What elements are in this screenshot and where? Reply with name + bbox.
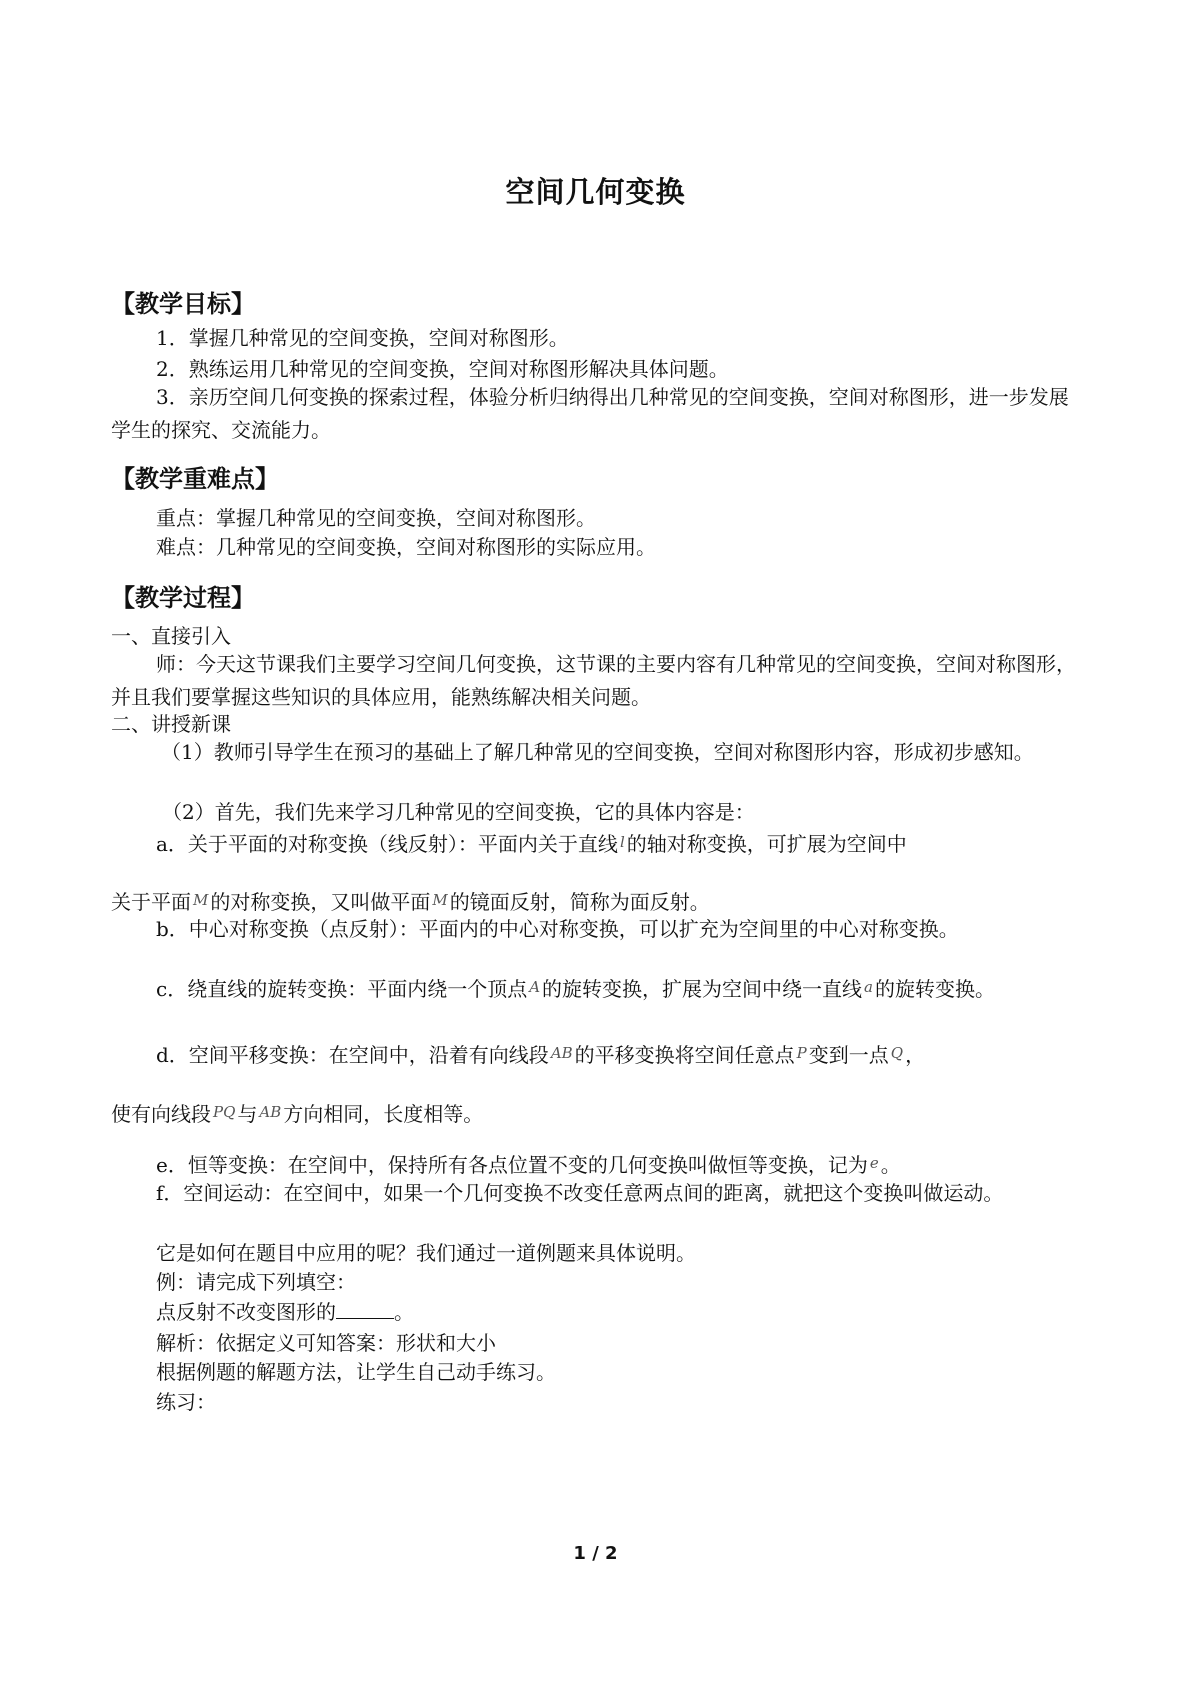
question-intro: 它是如何在题目中应用的呢？我们通过一道例题来具体说明。 bbox=[156, 1241, 696, 1265]
practice-label: 练习： bbox=[156, 1390, 216, 1414]
page-number: 1 / 2 bbox=[573, 1543, 618, 1564]
math-var-AB: AB bbox=[259, 1103, 282, 1121]
item-a-line1: a．关于平面的对称变换（线反射）：平面内关于直线 $^l$ 的轴对称变换，可扩展为空间中 bbox=[156, 832, 907, 856]
key-point-item: 重点：掌握几种常见的空间变换，空间对称图形。 bbox=[156, 506, 596, 530]
goal-item-3: 3．亲历空间几何变换的探索过程，体验分析归纳得出几种常见的空间变换，空间对称图形，进一步发展学生的探究、交流能力。 bbox=[111, 385, 1069, 442]
process-heading: 【教学过程】 bbox=[111, 584, 255, 612]
item-a-line2: 关于平面 $^M$ 的对称变换，又叫做平面 $^M$ 的镜面反射，简称为面反射。 bbox=[111, 890, 710, 914]
math-var-M: M bbox=[432, 891, 448, 909]
math-var-AB: AB bbox=[550, 1044, 573, 1062]
part1-title: 一、直接引入 bbox=[111, 624, 231, 648]
part2-title: 二、讲授新课 bbox=[111, 712, 231, 736]
step-1: （1）教师引导学生在预习的基础上了解几种常见的空间变换，空间对称图形内容，形成初步感知。 bbox=[161, 740, 1034, 764]
goal-item-1: 1．掌握几种常见的空间变换，空间对称图形。 bbox=[156, 326, 569, 350]
answer-blank bbox=[336, 1298, 394, 1319]
math-var-e: e bbox=[869, 1154, 879, 1172]
practice-intro: 根据例题的解题方法，让学生自己动手练习。 bbox=[156, 1360, 556, 1384]
math-var-Q: Q bbox=[890, 1044, 904, 1062]
part1-text: 师：今天这节课我们主要学习空间几何变换，这节课的主要内容有几种常见的空间变换，空间对称图形，并且我们要掌握这些知识的具体应用，能熟练解决相关问题。 bbox=[111, 652, 1076, 709]
math-var-a: a bbox=[864, 978, 873, 996]
item-d-line1: d．空间平移变换：在空间中，沿着有向线段 $^{AB}$ 的平移变换将空间任意点 $^P$ 变到一点 $^Q$ ， bbox=[156, 1043, 926, 1067]
goals-heading: 【教学目标】 bbox=[111, 290, 255, 318]
goal-item-2: 2．熟练运用几种常见的空间变换，空间对称图形解决具体问题。 bbox=[156, 357, 729, 381]
math-var-P: P bbox=[796, 1044, 807, 1062]
step-2: （2）首先，我们先来学习几种常见的空间变换，它的具体内容是： bbox=[162, 800, 755, 824]
example-label: 例：请完成下列填空： bbox=[156, 1270, 356, 1294]
key-points-heading: 【教学重难点】 bbox=[111, 465, 279, 493]
math-var-M: M bbox=[193, 891, 209, 909]
example-question: 点反射不改变图形的 。 bbox=[156, 1300, 414, 1324]
analysis: 解析：依据定义可知答案：形状和大小 bbox=[156, 1331, 496, 1355]
item-b: b．中心对称变换（点反射）：平面内的中心对称变换，可以扩充为空间里的中心对称变换。 bbox=[156, 917, 959, 941]
difficult-point-item: 难点：几种常见的空间变换，空间对称图形的实际应用。 bbox=[156, 535, 656, 559]
math-var-PQ: PQ bbox=[213, 1103, 236, 1121]
item-f: f．空间运动：在空间中，如果一个几何变换不改变任意两点间的距离，就把这个变换叫做运动。 bbox=[156, 1181, 1004, 1205]
item-d-line2: 使有向线段 $^{PQ}$ 与 $^{AB}$ 方向相同，长度相等。 bbox=[111, 1102, 484, 1126]
page-title: 空间几何变换 bbox=[505, 175, 686, 209]
math-var-A: A bbox=[529, 978, 541, 996]
item-e: e．恒等变换：在空间中，保持所有各点位置不变的几何变换叫做恒等变换，记为 $^e$ 。 bbox=[156, 1153, 901, 1177]
math-var-l: l bbox=[619, 833, 625, 851]
item-c: c．绕直线的旋转变换：平面内绕一个顶点 $^A$ 的旋转变换，扩展为空间中绕一直线 $^a$ 的旋转变换。 bbox=[156, 977, 995, 1001]
